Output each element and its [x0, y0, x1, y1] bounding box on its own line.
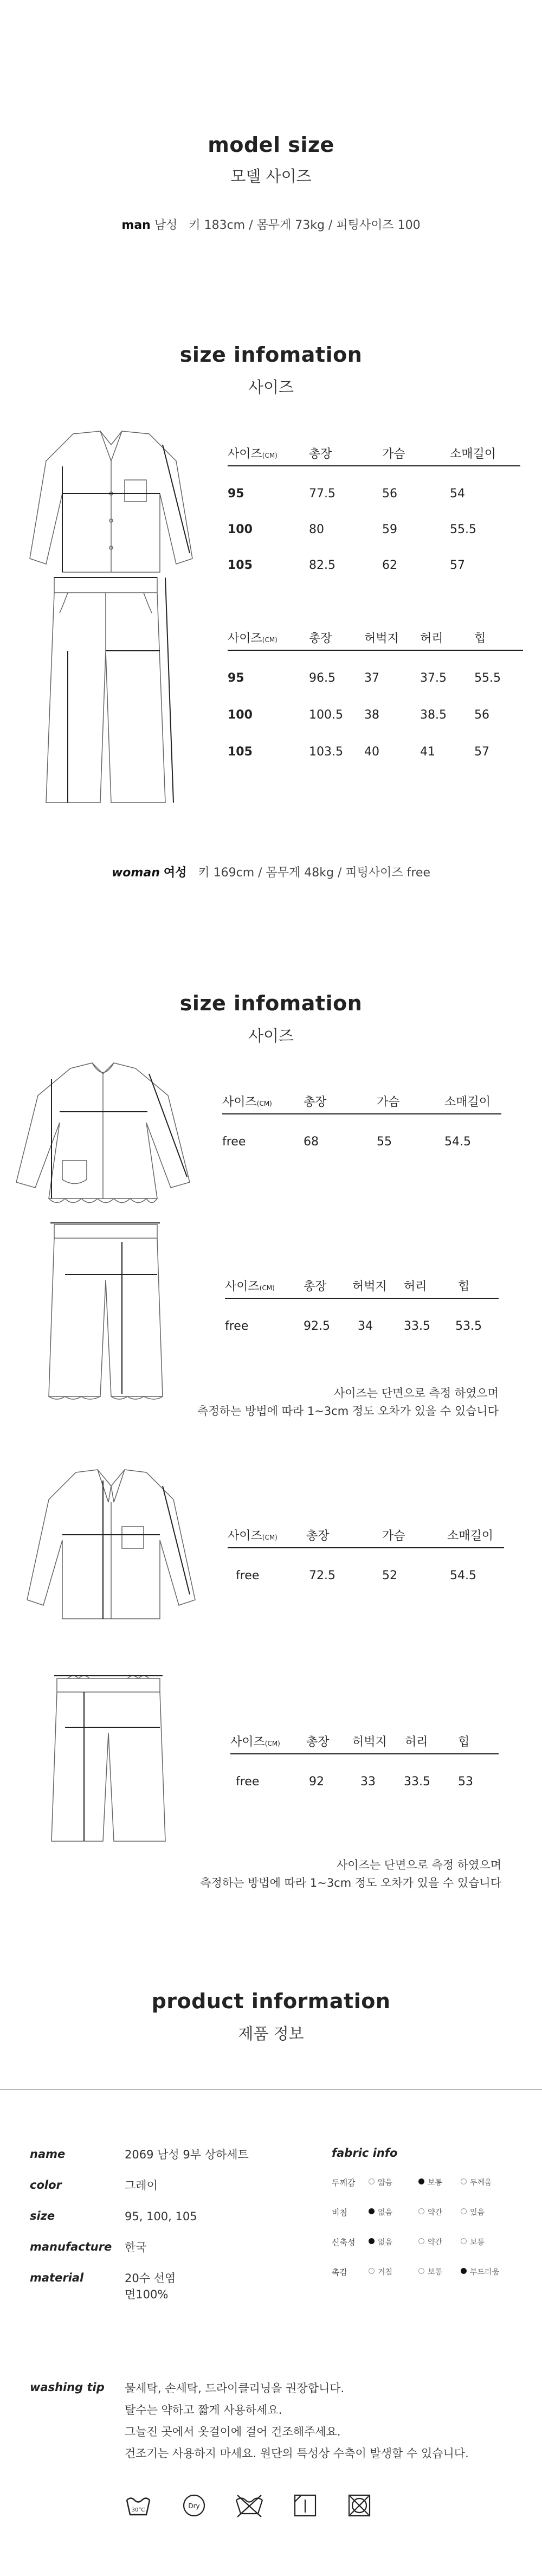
woman2-bottom-size-table: [230, 1726, 499, 1797]
row-length: 80: [309, 523, 324, 536]
header-waist: 허리: [405, 1735, 428, 1749]
dry-clean-icon: [180, 2492, 208, 2519]
value-color: 그레이: [125, 2179, 158, 2192]
header-chest: 가슴: [382, 447, 405, 461]
fabric-option-dot: [369, 2238, 375, 2244]
label-material: material: [30, 2271, 84, 2284]
row-thigh: 34: [358, 1319, 373, 1333]
hand-wash-temp: 30°C: [131, 2507, 145, 2513]
measurement-note-2: 사이즈는 단면으로 측정 하였으며 측정하는 방법에 따라 1~3cm 정도 오차가 있을 수 있습니다: [200, 1859, 501, 1889]
row-thigh: 33: [360, 1775, 376, 1789]
pants-sketch-woman-2: [43, 1668, 190, 1852]
fabric-option-dot: [369, 2178, 375, 2184]
fabric-option-label: 보통: [470, 2238, 485, 2247]
fabric-option-dot: [418, 2178, 424, 2184]
label-color: color: [30, 2178, 62, 2191]
line-dry-shade-icon: [292, 2492, 319, 2519]
woman-info: 키 169cm / 몸무게 48kg / 피팅사이즈 free: [198, 866, 430, 880]
row-size: free: [222, 1135, 246, 1149]
row-length: 103.5: [309, 745, 343, 759]
row-hip: 57: [474, 745, 489, 759]
row-chest: 56: [382, 487, 397, 501]
row-size: free: [236, 1775, 260, 1789]
fabric-option-label: 보통: [428, 2268, 443, 2277]
man-top-size-table: [228, 438, 520, 574]
row-hip: 56: [474, 708, 489, 722]
row-size: 100: [228, 523, 253, 536]
fabric-option-label: 얇음: [378, 2178, 393, 2187]
header-length: 총장: [306, 1529, 330, 1543]
blouse-sketch-woman: [5, 1058, 201, 1209]
row-chest: 59: [382, 523, 397, 536]
size-info-title-man: size infomation: [179, 343, 363, 367]
row-length: 96.5: [309, 671, 335, 685]
no-bleach-icon: [234, 2492, 264, 2519]
header-length: 총장: [304, 1280, 327, 1293]
man-label: man: [121, 219, 151, 232]
pants-sketch-man: [35, 575, 192, 808]
fabric-option-dot: [369, 2268, 375, 2274]
header-length: 총장: [304, 1095, 327, 1109]
fabric-label: 신축성: [332, 2238, 356, 2247]
fabric-option-label: 있음: [470, 2208, 485, 2217]
row-length: 100.5: [309, 708, 343, 722]
header-sleeve: 소매길이: [447, 1529, 494, 1543]
header-chest: 가슴: [382, 1529, 405, 1543]
row-sleeve: 54.5: [450, 1569, 476, 1582]
row-sleeve: 54.5: [444, 1135, 471, 1149]
fabric-option-label: 부드러움: [470, 2268, 500, 2277]
fabric-info-title: fabric info: [332, 2146, 398, 2160]
row-sleeve: 55.5: [450, 523, 476, 536]
man-info: 키 183cm / 몸무게 73kg / 피팅사이즈 100: [189, 219, 421, 232]
label-washing-tip: washing tip: [30, 2381, 105, 2394]
fabric-label: 두께감: [332, 2178, 356, 2188]
shirt-sketch-man: [19, 428, 203, 575]
label-manufacture: manufacture: [30, 2240, 112, 2253]
row-size: 105: [228, 745, 253, 759]
row-size: 100: [228, 708, 253, 722]
value-size: 95, 100, 105: [125, 2210, 197, 2223]
row-length: 92: [309, 1775, 324, 1789]
product-info-title: product information: [151, 1989, 391, 2013]
header-chest: 가슴: [377, 1095, 400, 1109]
row-size: 95: [228, 487, 244, 501]
header-thigh: 허벅지: [352, 1280, 387, 1293]
divider: [0, 2089, 542, 2090]
woman-label: woman: [111, 866, 160, 880]
header-thigh: 허벅지: [364, 632, 399, 645]
size-info-subtitle-man: 사이즈: [248, 378, 294, 396]
header-hip: 힙: [458, 1280, 470, 1293]
value-name: 2069 남성 9부 상하세트: [125, 2148, 249, 2161]
size-info-subtitle-woman: 사이즈: [248, 1027, 294, 1045]
header-hip: 힙: [474, 632, 486, 645]
header-size: 사이즈(CM): [228, 447, 278, 461]
shirt-sketch-woman-2: [16, 1464, 206, 1622]
fabric-option-label: 보통: [428, 2178, 443, 2187]
row-waist: 38.5: [420, 708, 447, 722]
row-length: 72.5: [309, 1569, 335, 1582]
fabric-option-dot: [418, 2238, 424, 2244]
fabric-option-label: 거침: [378, 2268, 393, 2277]
size-info-title-woman: size infomation: [179, 991, 363, 1015]
fabric-option-dot: [461, 2208, 467, 2214]
row-size: 105: [228, 559, 253, 572]
row-chest: 62: [382, 559, 397, 572]
washing-instructions: [125, 2378, 469, 2464]
pants-sketch-woman: [41, 1220, 187, 1405]
header-size: 사이즈(CM): [222, 1095, 272, 1109]
row-thigh: 38: [364, 708, 379, 722]
row-size: free: [236, 1569, 260, 1582]
man-model-info: [0, 216, 542, 233]
fabric-option-label: 약간: [428, 2208, 443, 2217]
label-name: name: [30, 2148, 66, 2161]
row-waist: 37.5: [420, 671, 447, 685]
header-length: 총장: [309, 447, 332, 461]
fabric-option-label: 없음: [378, 2238, 393, 2247]
fabric-option-label: 약간: [428, 2238, 443, 2247]
fabric-option-dot: [461, 2178, 467, 2184]
row-chest: 55: [377, 1135, 392, 1149]
row-hip: 55.5: [474, 671, 501, 685]
woman-label-ko: 여성: [163, 866, 187, 880]
fabric-option-dot: [461, 2238, 467, 2244]
header-sleeve: 소매길이: [450, 447, 496, 461]
header-size: 사이즈(CM): [230, 1735, 280, 1749]
washing-line: 탈수는 약하고 짧게 사용하세요.: [125, 2404, 282, 2417]
fabric-option-dot: [369, 2208, 375, 2214]
washing-line: 건조기는 사용하지 마세요. 원단의 특성상 수축이 발생할 수 있습니다.: [125, 2447, 469, 2460]
man-label-ko: 남성: [154, 219, 178, 232]
fabric-label: 비침: [332, 2208, 347, 2218]
model-size-subtitle: 모델 사이즈: [230, 167, 312, 185]
woman-top-size-table: [222, 1086, 501, 1157]
value-manufacture: 한국: [125, 2241, 147, 2254]
header-sleeve: 소매길이: [444, 1095, 491, 1109]
row-waist: 41: [420, 745, 435, 759]
no-tumble-dry-icon: [346, 2492, 373, 2519]
row-length: 68: [304, 1135, 319, 1149]
fabric-option-dot: [461, 2268, 467, 2274]
woman-model-info: [0, 863, 542, 880]
fabric-option-dot: [418, 2268, 424, 2274]
washing-line: 물세탁, 손세탁, 드라이클리닝을 권장합니다.: [125, 2382, 345, 2395]
row-thigh: 37: [364, 671, 379, 685]
header-length: 총장: [309, 632, 332, 645]
row-sleeve: 54: [450, 487, 465, 501]
header-size: 사이즈(CM): [228, 632, 278, 645]
dry-clean-text: Dry: [188, 2502, 200, 2510]
man-bottom-size-table: [228, 623, 523, 758]
header-length: 총장: [306, 1735, 330, 1749]
row-waist: 33.5: [404, 1319, 430, 1333]
fabric-option-dot: [418, 2208, 424, 2214]
row-length: 77.5: [309, 487, 335, 501]
fabric-option-label: 두께움: [470, 2178, 492, 2187]
row-hip: 53.5: [455, 1319, 482, 1333]
row-size: free: [225, 1319, 249, 1333]
measurement-note-1: 사이즈는 단면으로 측정 하였으며 측정하는 방법에 따라 1~3cm 정도 오차가 있을 수 있습니다: [197, 1387, 499, 1418]
header-waist: 허리: [420, 632, 443, 645]
fabric-label: 촉감: [332, 2267, 347, 2277]
row-chest: 52: [382, 1569, 397, 1582]
header-thigh: 허벅지: [352, 1735, 387, 1749]
washing-line: 그늘진 곳에서 옷걸이에 걸어 건조해주세요.: [125, 2425, 341, 2438]
label-size: size: [30, 2209, 55, 2222]
row-sleeve: 57: [450, 559, 465, 572]
row-length: 92.5: [304, 1319, 330, 1333]
header-size: 사이즈(CM): [228, 1529, 278, 1543]
model-size-title: model size: [208, 133, 334, 157]
header-waist: 허리: [404, 1280, 427, 1293]
value-material: 20수 선염 면100%: [125, 2272, 176, 2301]
woman-bottom-size-table: [225, 1271, 499, 1341]
row-waist: 33.5: [404, 1775, 430, 1789]
woman2-top-size-table: [228, 1520, 504, 1591]
fabric-option-label: 없음: [378, 2208, 393, 2217]
row-hip: 53: [458, 1775, 473, 1789]
header-size: 사이즈(CM): [225, 1280, 275, 1293]
hand-wash-30-icon: [125, 2492, 152, 2519]
row-thigh: 40: [364, 745, 379, 759]
row-size: 95: [228, 671, 244, 685]
product-info-subtitle: 제품 정보: [238, 2024, 304, 2043]
row-length: 82.5: [309, 559, 335, 572]
header-hip: 힙: [458, 1735, 470, 1749]
